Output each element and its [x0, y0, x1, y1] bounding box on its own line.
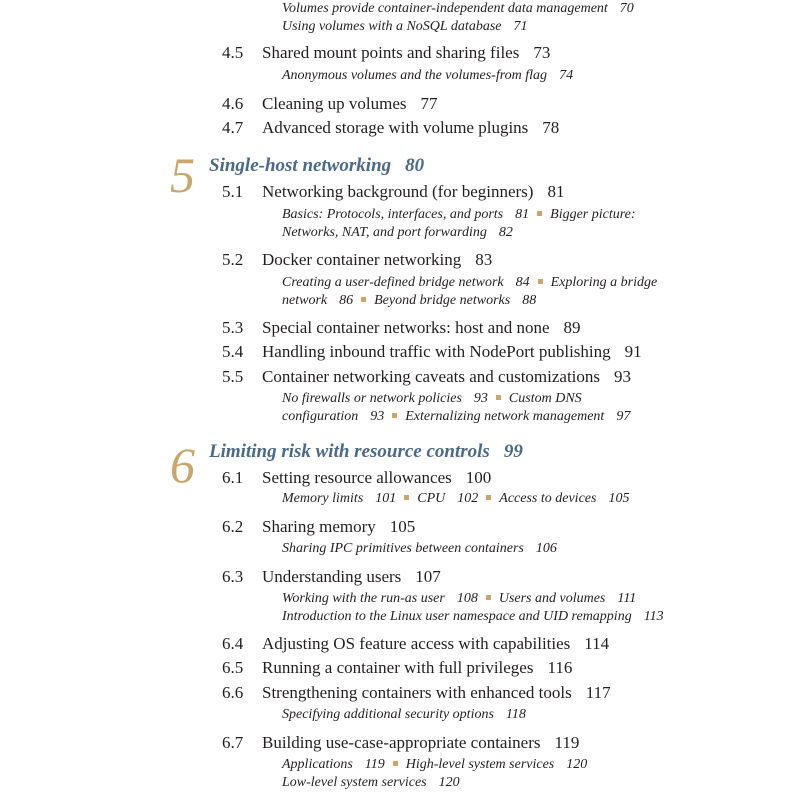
toc-subentry: network 86 Beyond bridge networks 88 [282, 293, 537, 308]
bullet-separator [393, 761, 398, 766]
section-number: 6.6 [222, 683, 244, 702]
section-number: 5.3 [222, 318, 244, 337]
section-number: 6.7 [222, 733, 244, 752]
section-entry[interactable]: Building use-case-appropriate containers 119 [262, 733, 580, 752]
chapter-title[interactable]: Single-host networking 80 [209, 155, 425, 176]
section-entry[interactable]: Setting resource allowances 100 [262, 468, 492, 487]
bullet-separator [537, 211, 542, 216]
section-entry[interactable]: Understanding users 107 [262, 567, 441, 586]
toc-subentry: Working with the run-as user 108 Users and volumes 111 [282, 591, 637, 606]
toc-subentry: Anonymous volumes and the volumes-from flag 74 [282, 68, 574, 83]
section-number: 4.5 [222, 43, 244, 62]
bullet-separator [486, 495, 491, 500]
chapter-number: 5 [170, 147, 195, 203]
section-number: 6.2 [222, 517, 244, 536]
section-number: 5.5 [222, 367, 244, 386]
toc-subentry: Basics: Protocols, interfaces, and ports 81 Bigger picture: [282, 207, 636, 222]
bullet-separator [361, 297, 366, 302]
toc-subentry: Creating a user-defined bridge network 84 Exploring a bridge [282, 275, 658, 290]
section-number: 6.1 [222, 468, 244, 487]
toc-subentry: Low-level system services 120 [282, 775, 460, 790]
chapter-title[interactable]: Limiting risk with resource controls 99 [209, 441, 523, 462]
bullet-separator [392, 413, 397, 418]
toc-subentry: Specifying additional security options 118 [282, 707, 526, 722]
bullet-separator [486, 595, 491, 600]
section-entry[interactable]: Adjusting OS feature access with capabilities 114 [262, 634, 610, 653]
section-entry[interactable]: Running a container with full privileges 116 [262, 658, 573, 677]
section-number: 5.2 [222, 250, 244, 269]
section-entry[interactable]: Container networking caveats and customizations 93 [262, 367, 632, 386]
section-entry[interactable]: Advanced storage with volume plugins 78 [262, 118, 560, 137]
bullet-separator [496, 395, 501, 400]
toc-subentry: Memory limits 101 CPU 102 Access to devices 105 [282, 491, 630, 506]
toc-subentry: Volumes provide container-independent data management 70 [282, 1, 634, 16]
section-entry[interactable]: Strengthening containers with enhanced tools 117 [262, 683, 611, 702]
section-number: 5.4 [222, 342, 244, 361]
section-number: 4.6 [222, 94, 244, 113]
toc-subentry: configuration 93 Externalizing network management 97 [282, 409, 631, 424]
toc-subentry: Using volumes with a NoSQL database 71 [282, 19, 528, 34]
section-entry[interactable]: Docker container networking 83 [262, 250, 493, 269]
section-number: 6.4 [222, 634, 244, 653]
toc-subentry: Networks, NAT, and port forwarding 82 [282, 225, 513, 240]
section-entry[interactable]: Networking background (for beginners) 81 [262, 182, 565, 201]
section-entry[interactable]: Handling inbound traffic with NodePort publishing 91 [262, 342, 642, 361]
bullet-separator [404, 495, 409, 500]
section-number: 4.7 [222, 118, 244, 137]
toc-subentry: Applications 119 High-level system services 120 [282, 757, 588, 772]
section-entry[interactable]: Special container networks: host and none 89 [262, 318, 581, 337]
section-entry[interactable]: Cleaning up volumes 77 [262, 94, 438, 113]
toc-subentry: Sharing IPC primitives between containers 106 [282, 541, 557, 556]
section-entry[interactable]: Shared mount points and sharing files 73 [262, 43, 551, 62]
section-number: 6.3 [222, 567, 244, 586]
chapter-number: 6 [170, 437, 195, 493]
toc-subentry: No firewalls or network policies 93 Custom DNS [282, 391, 582, 406]
section-entry[interactable]: Sharing memory 105 [262, 517, 416, 536]
bullet-separator [538, 279, 543, 284]
section-number: 5.1 [222, 182, 244, 201]
toc-subentry: Introduction to the Linux user namespace and UID remapping 113 [282, 609, 664, 624]
section-number: 6.5 [222, 658, 244, 677]
